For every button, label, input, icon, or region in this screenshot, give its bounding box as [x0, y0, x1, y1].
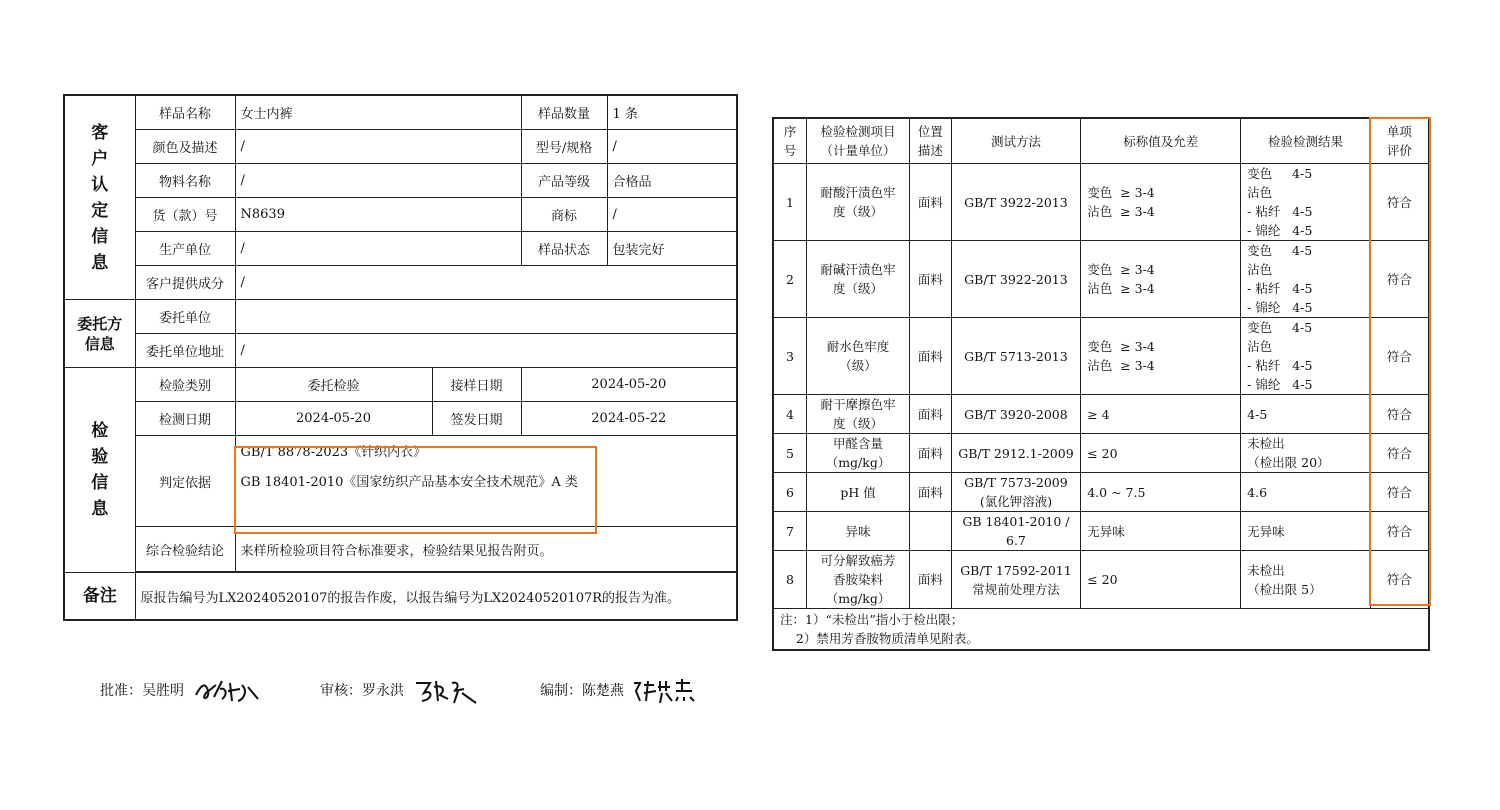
row-result: 未检出 （检出限 20）: [1241, 434, 1371, 473]
row-seq: 2: [773, 241, 806, 318]
item-no-value: N8639: [235, 198, 521, 232]
material-value: /: [235, 164, 521, 198]
row-seq: 8: [773, 551, 806, 609]
client-section-title: 委托方 信息: [64, 300, 135, 368]
row-result: 变色 4-5 沾色 - 粘纤 4-5 - 锦纶 4-5: [1241, 241, 1371, 318]
test-row: [773, 318, 1429, 395]
review-label: 审核：: [320, 683, 362, 699]
inspect-type-label: 检验类别: [135, 368, 235, 402]
test-row: [773, 551, 1429, 609]
brand-label: 商标: [521, 198, 607, 232]
grade-label: 产品等级: [521, 164, 607, 198]
row-eval: 符合: [1370, 473, 1429, 512]
row-method: GB/T 2912.1-2009: [951, 434, 1081, 473]
handwritten-signature-approve: [192, 677, 262, 705]
color-label: 颜色及描述: [135, 130, 235, 164]
color-value: /: [235, 130, 521, 164]
row-method: GB 18401-2010 / 6.7: [951, 512, 1081, 551]
issue-date-label: 签发日期: [432, 402, 521, 436]
row-item: 甲醛含量 （mg/kg）: [806, 434, 909, 473]
brand-value: /: [607, 198, 737, 232]
row-item: 耐酸汗渍色牢 度（级）: [806, 164, 909, 241]
header-eval: 单项 评价: [1370, 118, 1429, 164]
producer-label: 生产单位: [135, 232, 235, 266]
header-item: 检验检测项目 （计量单位）: [806, 118, 909, 164]
row-method: GB/T 3920-2008: [951, 395, 1081, 434]
test-date-value: 2024-05-20: [235, 402, 432, 436]
table-note: 注：1）“未检出”指小于检出限； 2）禁用芳香胺物质清单见附表。: [773, 609, 1429, 651]
row-method: GB/T 3922-2013: [951, 241, 1081, 318]
row-nominal: ≤ 20: [1081, 551, 1241, 609]
row-position: 面料: [910, 318, 952, 395]
approve-name: 吴胜明: [142, 683, 184, 699]
row-position: [910, 512, 952, 551]
client-address-label: 委托单位地址: [135, 334, 235, 368]
row-nominal: ≥ 4: [1081, 395, 1241, 434]
sample-name-value: 女士内裤: [235, 95, 521, 130]
basis-label: 判定依据: [135, 436, 235, 527]
model-label: 型号/规格: [521, 130, 607, 164]
test-row: [773, 164, 1429, 241]
row-position: 面料: [910, 164, 952, 241]
client-unit-label: 委托单位: [135, 300, 235, 334]
row-result: 变色 4-5 沾色 - 粘纤 4-5 - 锦纶 4-5: [1241, 318, 1371, 395]
row-seq: 4: [773, 395, 806, 434]
receive-date-label: 接样日期: [432, 368, 521, 402]
row-nominal: 变色 ≥ 3-4 沾色 ≥ 3-4: [1081, 164, 1241, 241]
item-no-label: 货（款）号: [135, 198, 235, 232]
producer-value: /: [235, 232, 521, 266]
row-eval: 符合: [1370, 318, 1429, 395]
row-method: GB/T 17592-2011 常规前处理方法: [951, 551, 1081, 609]
row-seq: 3: [773, 318, 806, 395]
row-seq: 7: [773, 512, 806, 551]
row-eval: 符合: [1370, 512, 1429, 551]
conclusion-value: 来样所检验项目符合标准要求，检验结果见报告附页。: [235, 527, 737, 572]
header-seq: 序 号: [773, 118, 806, 164]
row-position: 面料: [910, 551, 952, 609]
model-value: /: [607, 130, 737, 164]
row-seq: 1: [773, 164, 806, 241]
test-row: [773, 395, 1429, 434]
row-item: 耐碱汗渍色牢 度（级）: [806, 241, 909, 318]
composition-label: 客户提供成分: [135, 266, 235, 300]
material-label: 物料名称: [135, 164, 235, 198]
row-item: pH 值: [806, 473, 909, 512]
header-method: 测试方法: [951, 118, 1081, 164]
row-position: 面料: [910, 473, 952, 512]
row-item: 耐干摩擦色牢 度（级）: [806, 395, 909, 434]
row-result: 无异味: [1241, 512, 1371, 551]
client-unit-value: [235, 300, 737, 334]
row-item: 异味: [806, 512, 909, 551]
remark-value: 原报告编号为LX20240520107的报告作废，以报告编号为LX20240520107R的报告为准。: [135, 573, 737, 621]
sample-name-label: 样品名称: [135, 95, 235, 130]
row-position: 面料: [910, 241, 952, 318]
row-position: 面料: [910, 395, 952, 434]
header-nominal: 标称值及允差: [1081, 118, 1241, 164]
row-eval: 符合: [1370, 434, 1429, 473]
inspect-type-value: 委托检验: [235, 368, 432, 402]
row-method: GB/T 3922-2013: [951, 164, 1081, 241]
sample-qty-value: 1 条: [607, 95, 737, 130]
compile-label: 编制：: [540, 683, 582, 699]
approve-signature: [100, 676, 262, 706]
customer-section-title: 客 户 认 定 信 息: [64, 95, 135, 300]
header-position: 位置 描述: [910, 118, 952, 164]
composition-value: /: [235, 266, 737, 300]
row-eval: 符合: [1370, 164, 1429, 241]
receive-date-value: 2024-05-20: [521, 368, 737, 402]
row-method: GB/T 5713-2013: [951, 318, 1081, 395]
row-result: 未检出 （检出限 5）: [1241, 551, 1371, 609]
test-row: [773, 241, 1429, 318]
sample-info-table: [63, 94, 738, 621]
row-result: 4-5: [1241, 395, 1371, 434]
row-nominal: 变色 ≥ 3-4 沾色 ≥ 3-4: [1081, 241, 1241, 318]
basis-standard-2: GB 18401-2010《国家纺织产品基本安全技术规范》A 类: [240, 475, 578, 490]
conclusion-label: 综合检验结论: [135, 527, 235, 572]
basis-standard-1: GB/T 8878-2023《针织内衣》: [240, 445, 427, 460]
state-value: 包装完好: [607, 232, 737, 266]
row-eval: 符合: [1370, 551, 1429, 609]
approve-label: 批准：: [100, 683, 142, 699]
row-item: 可分解致癌芳 香胺染料 （mg/kg）: [806, 551, 909, 609]
remark-section-title: 备注: [64, 573, 135, 621]
row-seq: 5: [773, 434, 806, 473]
test-date-label: 检测日期: [135, 402, 235, 436]
inspection-section-title: 检 验 信 息: [64, 368, 135, 573]
row-eval: 符合: [1370, 395, 1429, 434]
row-nominal: 4.0 ~ 7.5: [1081, 473, 1241, 512]
state-label: 样品状态: [521, 232, 607, 266]
test-results-table: [772, 117, 1430, 651]
handwritten-signature-compile: [632, 677, 702, 705]
compile-name: 陈楚燕: [582, 683, 624, 699]
client-address-value: /: [235, 334, 737, 368]
compile-signature: [540, 676, 702, 706]
row-result: 变色 4-5 沾色 - 粘纤 4-5 - 锦纶 4-5: [1241, 164, 1371, 241]
row-nominal: 无异味: [1081, 512, 1241, 551]
row-seq: 6: [773, 473, 806, 512]
test-row: [773, 473, 1429, 512]
issue-date-value: 2024-05-22: [521, 402, 737, 436]
review-signature: [320, 676, 482, 706]
row-position: 面料: [910, 434, 952, 473]
row-item: 耐水色牢度 （级）: [806, 318, 909, 395]
row-result: 4.6: [1241, 473, 1371, 512]
grade-value: 合格品: [607, 164, 737, 198]
handwritten-signature-review: [412, 677, 482, 705]
header-result: 检验检测结果: [1241, 118, 1371, 164]
row-nominal: ≤ 20: [1081, 434, 1241, 473]
test-row: [773, 512, 1429, 551]
row-nominal: 变色 ≥ 3-4 沾色 ≥ 3-4: [1081, 318, 1241, 395]
test-row: [773, 434, 1429, 473]
review-name: 罗永洪: [362, 683, 404, 699]
basis-value: [235, 436, 737, 527]
row-eval: 符合: [1370, 241, 1429, 318]
sample-qty-label: 样品数量: [521, 95, 607, 130]
row-method: GB/T 7573-2009 (氯化钾溶液): [951, 473, 1081, 512]
